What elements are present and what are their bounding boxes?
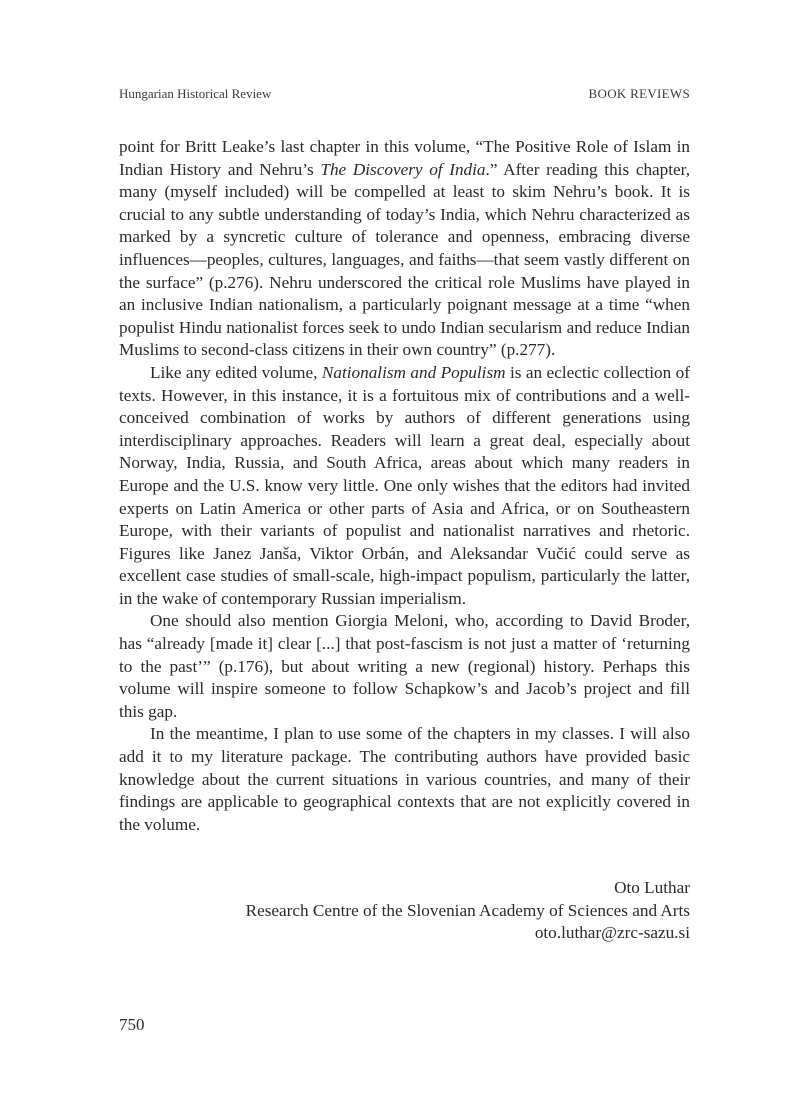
paragraph-text: Like any edited volume,	[150, 362, 322, 382]
reviewer-affiliation: Research Centre of the Slovenian Academy of Sciences and Arts	[245, 900, 690, 920]
reviewer-signature	[119, 877, 690, 945]
review-body	[119, 136, 690, 836]
paragraph-text: .” After reading this chapter, many (myself included) will be compelled at least to skim Nehru’s book. It is crucial to any subtle understanding of today’s India, which Nehru characterized as marked by a syncretic culture of tolerance and openness, embracing diverse influences—peoples, cultures, languages, and faiths—that seem vastly different on the surface” (p.276). Nehru underscored the critical role Muslims have played in an inclusive Indian nationalism, a particularly poignant message at a time “when populist Hindu nationalist forces seek to undo Indian secularism and reduce Indian Muslims to second-class citizens in their own country” (p.277).	[119, 159, 690, 360]
book-title: Nationalism and Populism	[321, 362, 506, 382]
paragraph-text: point for Britt Leake’s last chapter in this volume, “The Positive Role of Islam in Indian History and Nehru’s	[119, 137, 690, 179]
paragraph-1	[119, 136, 690, 362]
reviewer-email: oto.luthar@zrc-sazu.si	[534, 923, 690, 943]
paragraph-2	[119, 362, 690, 611]
running-header	[119, 86, 690, 106]
paragraph-3: One should also mention Giorgia Meloni, who, according to David Broder, has “already [made it] clear [...] that post-fascism is not just a matter of ‘returning to the past’” (p.176), but about writing a new (regional) history. Perhaps this volume will inspire someone to follow Schapkow’s and Jacob’s project and fill this gap.	[119, 611, 690, 721]
reviewer-name: Oto Luthar	[614, 878, 690, 897]
paragraph-text: is an eclectic collection of texts. However, in this instance, it is a fortuitous mix of contributions and a well-conceived combination of works by authors of different generations using interdisciplinary approaches. Readers will learn a great deal, especially about Norway, India, Russia, and South Africa, areas about which many readers in Europe and the U.S. know very little. One only wishes that the editors had invited experts on Latin America or other parts of Asia and Africa, or on Southeastern Europe, with their variants of populist and nationalist narratives and rhetoric. Figures like Janez Janša, Viktor Orbán, and Aleksandar Vučić could serve as excellent case studies of small-scale, high-impact populism, particularly the latter, in the wake of contemporary Russian imperialism.	[119, 362, 690, 608]
book-title: The Discovery of India	[320, 159, 486, 179]
page-number: 750	[119, 1015, 145, 1034]
section-title: BOOK REVIEWS	[588, 86, 690, 101]
journal-title: Hungarian Historical Review	[119, 86, 272, 101]
paragraph-4: In the meantime, I plan to use some of the chapters in my classes. I will also add it to my literature package. The contributing authors have provided basic knowledge about the current situations in various countries, and many of their findings are applicable to geographical contexts that are not explicitly covered in the volume.	[119, 724, 690, 834]
